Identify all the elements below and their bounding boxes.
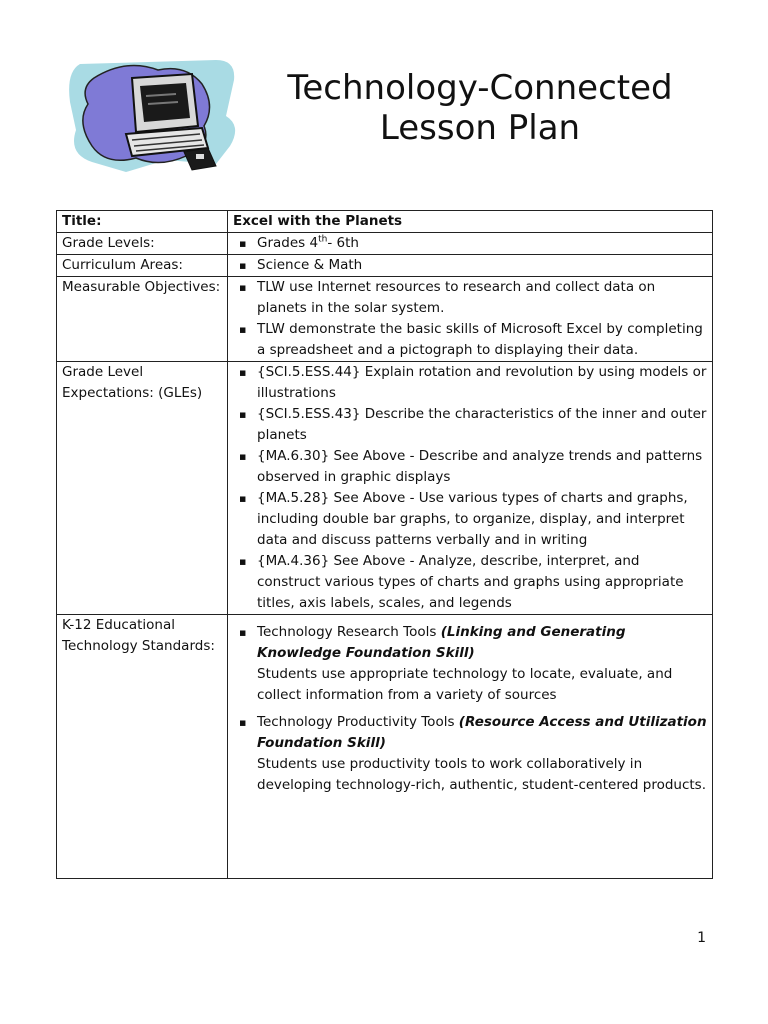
- standard-desc: Students use productivity tools to work collaboratively in developing technology-rich, authentic, student-centered products.: [257, 756, 706, 793]
- curriculum-label: Curriculum Areas:: [57, 255, 228, 277]
- title-label: Title:: [57, 211, 228, 233]
- gle-item: ▪ {MA.4.36} See Above - Analyze, describe, interpret, and construct various types of charts and graphs using appropriate titles, axis labels, scales, and legends: [233, 551, 707, 614]
- grade-levels-row: [57, 233, 713, 255]
- gle-label: Grade Level Expectations: (GLEs): [57, 362, 228, 615]
- grade-levels-cell: [228, 233, 713, 255]
- gle-item: ▪ {MA.6.30} See Above - Describe and analyze trends and patterns observed in graphic displays: [233, 446, 707, 488]
- title-value: Excel with the Planets: [228, 211, 713, 233]
- standard-item: [233, 712, 707, 796]
- standards-cell: [228, 615, 713, 879]
- objective-item: ▪ TLW demonstrate the basic skills of Microsoft Excel by completing a spreadsheet and a pictograph to displaying their data.: [233, 319, 707, 361]
- title-row: [57, 211, 713, 233]
- standard-desc: Students use appropriate technology to locate, evaluate, and collect information from a variety of sources: [257, 666, 673, 703]
- objectives-cell: [228, 277, 713, 362]
- computer-clipart-icon: [66, 56, 242, 176]
- curriculum-row: [57, 255, 713, 277]
- objectives-row: [57, 277, 713, 362]
- grade-levels-label: Grade Levels:: [57, 233, 228, 255]
- curriculum-value: ▪ Science & Math: [233, 255, 707, 276]
- grade-levels-value: ▪ Grades 4th- 6th: [233, 233, 707, 254]
- gle-row: [57, 362, 713, 615]
- gle-item: ▪ {MA.5.28} See Above - Use various types of charts and graphs, including double bar graphs, to organize, display, and interpret data and discuss patterns verbally and in writing: [233, 488, 707, 551]
- standard-skill: (Resource Access and Utilization Foundation Skill): [257, 714, 707, 751]
- page-number: 1: [697, 930, 706, 946]
- standard-name: Technology Productivity Tools: [257, 714, 459, 730]
- gle-item: ▪ {SCI.5.ESS.44} Explain rotation and revolution by using models or illustrations: [233, 362, 707, 404]
- title-line-1: Technology-Connected: [287, 68, 673, 108]
- standards-label: K-12 Educational Technology Standards:: [57, 615, 228, 879]
- curriculum-cell: [228, 255, 713, 277]
- lesson-plan-table: [56, 210, 713, 879]
- title-line-2: Lesson Plan: [379, 108, 581, 148]
- objective-item: ▪ TLW use Internet resources to research and collect data on planets in the solar system.: [233, 277, 707, 319]
- standards-row: [57, 615, 713, 879]
- standard-name: Technology Research Tools: [257, 624, 441, 640]
- gle-cell: [228, 362, 713, 615]
- document-title: [250, 68, 710, 148]
- standard-skill: (Linking and Generating Knowledge Foundation Skill): [257, 624, 626, 661]
- standard-item: [233, 622, 707, 706]
- gle-item: ▪ {SCI.5.ESS.43} Describe the characteristics of the inner and outer planets: [233, 404, 707, 446]
- objectives-label: Measurable Objectives:: [57, 277, 228, 362]
